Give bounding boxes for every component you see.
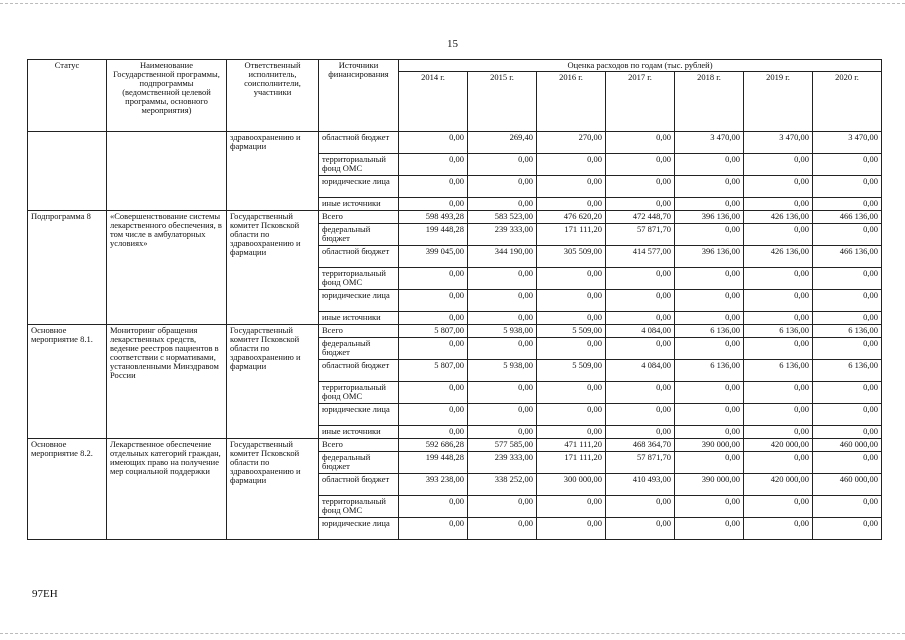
- value-cell: 0,00: [468, 337, 537, 359]
- value-cell: 3 470,00: [675, 131, 744, 153]
- value-cell: 6 136,00: [813, 324, 882, 337]
- value-cell: 0,00: [468, 289, 537, 311]
- header-executor: Ответственный исполнитель, соисполнители, участники: [227, 60, 319, 132]
- source-cell: иные источники: [319, 425, 399, 438]
- value-cell: 0,00: [468, 267, 537, 289]
- value-cell: 171 111,20: [537, 451, 606, 473]
- value-cell: 0,00: [468, 311, 537, 324]
- footer-code: 97EH: [32, 588, 58, 600]
- value-cell: 0,00: [813, 451, 882, 473]
- value-cell: 3 470,00: [813, 131, 882, 153]
- value-cell: 0,00: [399, 197, 468, 210]
- status-cell: Основное мероприятие 8.2.: [28, 438, 107, 539]
- source-cell: Всего: [319, 438, 399, 451]
- value-cell: 305 509,00: [537, 245, 606, 267]
- value-cell: 0,00: [744, 381, 813, 403]
- value-cell: 6 136,00: [744, 359, 813, 381]
- value-cell: 0,00: [813, 267, 882, 289]
- value-cell: 0,00: [606, 495, 675, 517]
- value-cell: 0,00: [675, 267, 744, 289]
- value-cell: 396 136,00: [675, 210, 744, 223]
- value-cell: 0,00: [813, 337, 882, 359]
- value-cell: 199 448,28: [399, 223, 468, 245]
- source-cell: федеральный бюджет: [319, 223, 399, 245]
- value-cell: 5 509,00: [537, 324, 606, 337]
- value-cell: 0,00: [537, 403, 606, 425]
- header-status: Статус: [28, 60, 107, 132]
- source-cell: областной бюджет: [319, 359, 399, 381]
- value-cell: 199 448,28: [399, 451, 468, 473]
- value-cell: 0,00: [537, 267, 606, 289]
- value-cell: 420 000,00: [744, 473, 813, 495]
- value-cell: 269,40: [468, 131, 537, 153]
- value-cell: 0,00: [744, 267, 813, 289]
- value-cell: 4 084,00: [606, 359, 675, 381]
- value-cell: 0,00: [675, 197, 744, 210]
- value-cell: 0,00: [606, 403, 675, 425]
- value-cell: 0,00: [537, 153, 606, 175]
- source-cell: юридические лица: [319, 175, 399, 197]
- value-cell: 0,00: [675, 381, 744, 403]
- value-cell: 598 493,28: [399, 210, 468, 223]
- value-cell: 460 000,00: [813, 438, 882, 451]
- name-cell: Лекарственное обеспечение отдельных категорий граждан, имеющих право на получение мер социальной поддержки: [107, 438, 227, 539]
- value-cell: 396 136,00: [675, 245, 744, 267]
- value-cell: 583 523,00: [468, 210, 537, 223]
- value-cell: 239 333,00: [468, 451, 537, 473]
- header-name: Наименование Государственной программы, подпрограммы (ведомственной целевой программы, основного мероприятия): [107, 60, 227, 132]
- value-cell: 0,00: [399, 517, 468, 539]
- executor-cell: Государственный комитет Псковской области по здравоохранению и фармации: [227, 210, 319, 324]
- value-cell: 0,00: [744, 403, 813, 425]
- value-cell: 466 136,00: [813, 245, 882, 267]
- value-cell: 0,00: [675, 517, 744, 539]
- value-cell: 0,00: [813, 153, 882, 175]
- executor-cell: Государственный комитет Псковской области по здравоохранению и фармации: [227, 438, 319, 539]
- value-cell: 270,00: [537, 131, 606, 153]
- source-cell: областной бюджет: [319, 473, 399, 495]
- scan-bottom-edge: [0, 633, 905, 634]
- value-cell: 0,00: [399, 267, 468, 289]
- executor-cell: здравоохранению и фармации: [227, 131, 319, 210]
- value-cell: 414 577,00: [606, 245, 675, 267]
- source-cell: юридические лица: [319, 517, 399, 539]
- value-cell: 0,00: [606, 175, 675, 197]
- source-cell: федеральный бюджет: [319, 337, 399, 359]
- value-cell: 0,00: [537, 425, 606, 438]
- header-year: 2018 г.: [675, 71, 744, 131]
- table-header: [28, 60, 882, 132]
- value-cell: 0,00: [675, 451, 744, 473]
- value-cell: 171 111,20: [537, 223, 606, 245]
- value-cell: 410 493,00: [606, 473, 675, 495]
- value-cell: 6 136,00: [744, 324, 813, 337]
- value-cell: 0,00: [813, 495, 882, 517]
- header-year: 2020 г.: [813, 71, 882, 131]
- source-cell: территориальный фонд ОМС: [319, 267, 399, 289]
- value-cell: 0,00: [468, 175, 537, 197]
- value-cell: 0,00: [399, 153, 468, 175]
- value-cell: 0,00: [606, 197, 675, 210]
- value-cell: 471 111,20: [537, 438, 606, 451]
- value-cell: 0,00: [606, 267, 675, 289]
- value-cell: 0,00: [468, 517, 537, 539]
- value-cell: 0,00: [537, 197, 606, 210]
- value-cell: 460 000,00: [813, 473, 882, 495]
- value-cell: 0,00: [606, 381, 675, 403]
- header-estimate: Оценка расходов по годам (тыс. рублей): [399, 60, 882, 72]
- value-cell: 472 448,70: [606, 210, 675, 223]
- value-cell: 0,00: [744, 289, 813, 311]
- header-year: 2017 г.: [606, 71, 675, 131]
- value-cell: 239 333,00: [468, 223, 537, 245]
- value-cell: 4 084,00: [606, 324, 675, 337]
- source-cell: территориальный фонд ОМС: [319, 153, 399, 175]
- value-cell: 0,00: [468, 495, 537, 517]
- value-cell: 0,00: [744, 451, 813, 473]
- value-cell: 6 136,00: [675, 359, 744, 381]
- value-cell: 0,00: [399, 131, 468, 153]
- value-cell: 0,00: [399, 337, 468, 359]
- source-cell: юридические лица: [319, 403, 399, 425]
- value-cell: 0,00: [813, 311, 882, 324]
- value-cell: 5 807,00: [399, 324, 468, 337]
- value-cell: 5 938,00: [468, 359, 537, 381]
- value-cell: 0,00: [537, 517, 606, 539]
- source-cell: юридические лица: [319, 289, 399, 311]
- value-cell: 0,00: [606, 289, 675, 311]
- value-cell: 393 238,00: [399, 473, 468, 495]
- budget-table: [27, 59, 882, 540]
- value-cell: 426 136,00: [744, 210, 813, 223]
- header-year: 2016 г.: [537, 71, 606, 131]
- value-cell: 6 136,00: [675, 324, 744, 337]
- value-cell: 399 045,00: [399, 245, 468, 267]
- value-cell: 476 620,20: [537, 210, 606, 223]
- value-cell: 300 000,00: [537, 473, 606, 495]
- value-cell: 0,00: [468, 403, 537, 425]
- value-cell: 57 871,70: [606, 223, 675, 245]
- value-cell: 5 938,00: [468, 324, 537, 337]
- table-row: [28, 438, 882, 451]
- value-cell: 0,00: [813, 223, 882, 245]
- source-cell: Всего: [319, 324, 399, 337]
- value-cell: 0,00: [675, 425, 744, 438]
- value-cell: 0,00: [606, 131, 675, 153]
- value-cell: 0,00: [399, 175, 468, 197]
- value-cell: 0,00: [813, 175, 882, 197]
- value-cell: 0,00: [537, 311, 606, 324]
- value-cell: 0,00: [537, 289, 606, 311]
- table-row: [28, 324, 882, 337]
- value-cell: 390 000,00: [675, 438, 744, 451]
- value-cell: 0,00: [675, 153, 744, 175]
- value-cell: 0,00: [744, 197, 813, 210]
- value-cell: 466 136,00: [813, 210, 882, 223]
- value-cell: 0,00: [399, 289, 468, 311]
- value-cell: 592 686,28: [399, 438, 468, 451]
- source-cell: территориальный фонд ОМС: [319, 495, 399, 517]
- value-cell: 420 000,00: [744, 438, 813, 451]
- value-cell: 577 585,00: [468, 438, 537, 451]
- value-cell: 0,00: [606, 337, 675, 359]
- value-cell: 0,00: [675, 337, 744, 359]
- value-cell: 0,00: [399, 311, 468, 324]
- status-cell: Подпрограмма 8: [28, 210, 107, 324]
- value-cell: 0,00: [744, 223, 813, 245]
- value-cell: 468 364,70: [606, 438, 675, 451]
- value-cell: 0,00: [744, 311, 813, 324]
- value-cell: 0,00: [744, 175, 813, 197]
- source-cell: иные источники: [319, 197, 399, 210]
- source-cell: Всего: [319, 210, 399, 223]
- header-year: 2014 г.: [399, 71, 468, 131]
- value-cell: 0,00: [606, 517, 675, 539]
- value-cell: 0,00: [606, 425, 675, 438]
- value-cell: 3 470,00: [744, 131, 813, 153]
- value-cell: 0,00: [813, 381, 882, 403]
- status-cell: Основное мероприятие 8.1.: [28, 324, 107, 438]
- source-cell: федеральный бюджет: [319, 451, 399, 473]
- page-number: 15: [447, 38, 458, 50]
- value-cell: 6 136,00: [813, 359, 882, 381]
- value-cell: 0,00: [813, 425, 882, 438]
- value-cell: 0,00: [744, 153, 813, 175]
- value-cell: 0,00: [675, 311, 744, 324]
- value-cell: 0,00: [813, 403, 882, 425]
- value-cell: 0,00: [468, 425, 537, 438]
- value-cell: 0,00: [468, 381, 537, 403]
- table-row: [28, 131, 882, 153]
- value-cell: 344 190,00: [468, 245, 537, 267]
- value-cell: 5 807,00: [399, 359, 468, 381]
- value-cell: 0,00: [675, 289, 744, 311]
- value-cell: 57 871,70: [606, 451, 675, 473]
- value-cell: 0,00: [813, 289, 882, 311]
- value-cell: 0,00: [675, 175, 744, 197]
- value-cell: 0,00: [537, 495, 606, 517]
- scan-top-edge: [0, 3, 905, 4]
- name-cell: [107, 131, 227, 210]
- value-cell: 390 000,00: [675, 473, 744, 495]
- value-cell: 0,00: [399, 495, 468, 517]
- value-cell: 0,00: [606, 311, 675, 324]
- value-cell: 426 136,00: [744, 245, 813, 267]
- value-cell: 0,00: [675, 495, 744, 517]
- status-cell: [28, 131, 107, 210]
- value-cell: 0,00: [813, 517, 882, 539]
- value-cell: 0,00: [744, 517, 813, 539]
- header-sources: Источники финансирования: [319, 60, 399, 132]
- value-cell: 0,00: [744, 495, 813, 517]
- value-cell: 0,00: [537, 175, 606, 197]
- value-cell: 338 252,00: [468, 473, 537, 495]
- header-year: 2019 г.: [744, 71, 813, 131]
- value-cell: 0,00: [468, 153, 537, 175]
- executor-cell: Государственный комитет Псковской области по здравоохранению и фармации: [227, 324, 319, 438]
- value-cell: 0,00: [399, 381, 468, 403]
- value-cell: 0,00: [399, 403, 468, 425]
- name-cell: Мониторинг обращения лекарственных средств, ведение реестров пациентов в соответствии с нормативами, установленными Минздравом России: [107, 324, 227, 438]
- source-cell: иные источники: [319, 311, 399, 324]
- source-cell: областной бюджет: [319, 245, 399, 267]
- header-year: 2015 г.: [468, 71, 537, 131]
- value-cell: 5 509,00: [537, 359, 606, 381]
- value-cell: 0,00: [606, 153, 675, 175]
- value-cell: 0,00: [744, 425, 813, 438]
- value-cell: 0,00: [537, 337, 606, 359]
- source-cell: областной бюджет: [319, 131, 399, 153]
- value-cell: 0,00: [399, 425, 468, 438]
- value-cell: 0,00: [813, 197, 882, 210]
- table-row: [28, 210, 882, 223]
- value-cell: 0,00: [675, 403, 744, 425]
- value-cell: 0,00: [744, 337, 813, 359]
- name-cell: «Совершенствование системы лекарственного обеспечения, в том числе в амбулаторных условиях»: [107, 210, 227, 324]
- source-cell: территориальный фонд ОМС: [319, 381, 399, 403]
- value-cell: 0,00: [537, 381, 606, 403]
- value-cell: 0,00: [675, 223, 744, 245]
- value-cell: 0,00: [468, 197, 537, 210]
